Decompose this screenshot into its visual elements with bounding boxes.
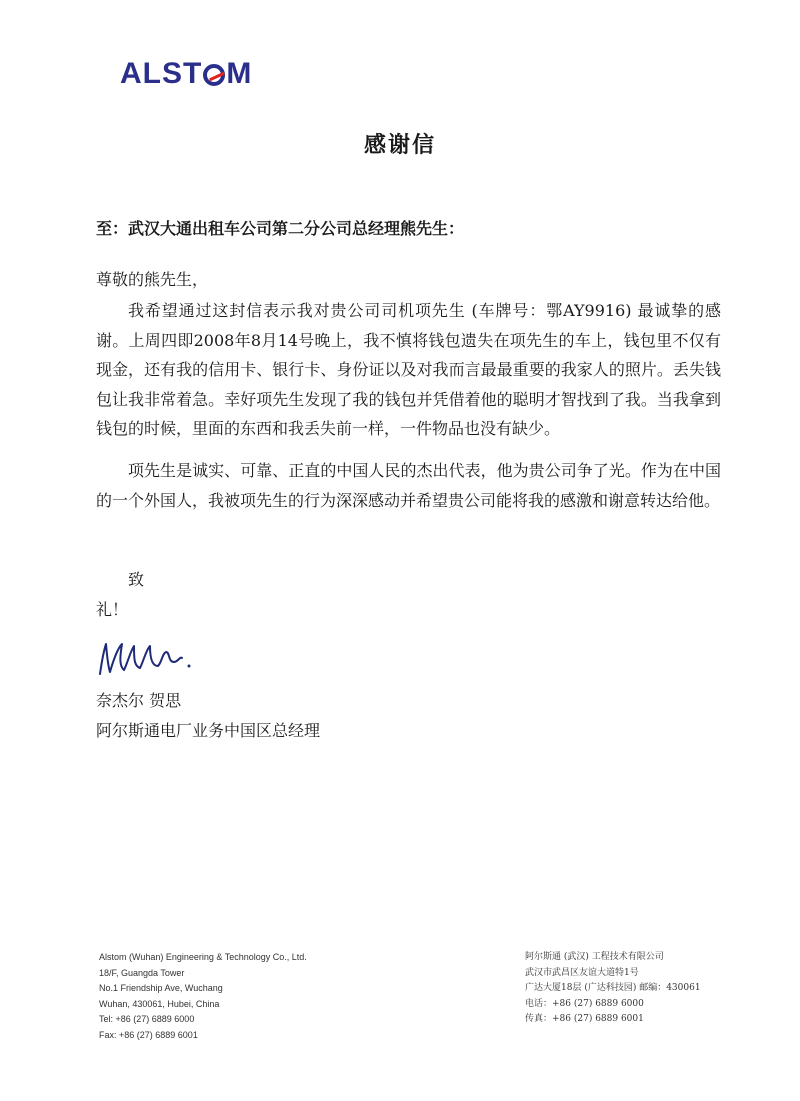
footer-en-line: Alstom (Wuhan) Engineering & Technology Co., Ltd. xyxy=(99,952,307,962)
closing-zhi: 致 xyxy=(128,570,145,589)
handwritten-signature xyxy=(94,636,194,682)
footer-cn-line: 武汉市武昌区友谊大道特1号 xyxy=(525,967,639,978)
signer-name: 奈杰尔 贺思 xyxy=(96,691,182,710)
alstom-logo xyxy=(120,58,252,90)
logo-text-suffix: M xyxy=(226,57,253,90)
body-paragraph-1: 我希望通过这封信表示我对贵公司司机项先生 (车牌号：鄂AY9916) 最诚挚的感谢。上周四即2008年8月14号晚上，我不慎将钱包遗失在项先生的车上，钱包里不仅有现金，还有我的信用卡、银行卡、身份证以及对我而言最最重要的我家人的照片。丢失钱包让我非常着急。幸好项先生发现了我的钱包并凭借着他的聪明才智找到了我。当我拿到钱包的时候，里面的东西和我丢失前一样，一件物品也没有缺少。 xyxy=(96,301,721,438)
signer-title: 阿尔斯通电厂业务中国区总经理 xyxy=(96,721,321,740)
footer-en-line: 18/F, Guangda Tower xyxy=(99,967,185,978)
addressee-line: 至：武汉大通出租车公司第二分公司总经理熊先生： xyxy=(96,219,465,238)
footer-cn-line: 电话：+86 (27) 6889 6000 xyxy=(525,998,644,1009)
footer-en-line: Fax: +86 (27) 6889 6001 xyxy=(99,1029,198,1040)
footer-cn-line: 广达大厦18层 (广达科技园) 邮编：430061 xyxy=(525,983,701,993)
footer-en-line: Wuhan, 430061, Hubei, China xyxy=(99,998,220,1009)
footer-cn-line: 阿尔斯通 (武汉) 工程技术有限公司 xyxy=(525,952,664,962)
footer-en-line: Tel: +86 (27) 6889 6000 xyxy=(99,1014,195,1024)
body-paragraph-2: 项先生是诚实、可靠、正直的中国人民的杰出代表，他为贵公司争了光。作为在中国的一个外国人，我被项先生的行为深深感动并希望贵公司能将我的感激和谢意转达给他。 xyxy=(96,461,721,510)
closing-li: 礼！ xyxy=(96,600,129,619)
footer-english-address xyxy=(99,950,307,1043)
salutation: 尊敬的熊先生， xyxy=(96,270,209,289)
logo-text-prefix: ALST xyxy=(120,57,203,90)
footer-chinese-address xyxy=(525,950,701,1028)
footer-en-line: No.1 Friendship Ave, Wuchang xyxy=(99,983,223,993)
footer-cn-line: 传真：+86 (27) 6889 6001 xyxy=(525,1014,644,1024)
logo-o-ring-icon xyxy=(203,64,225,86)
letter-title: 感谢信 xyxy=(363,133,436,158)
